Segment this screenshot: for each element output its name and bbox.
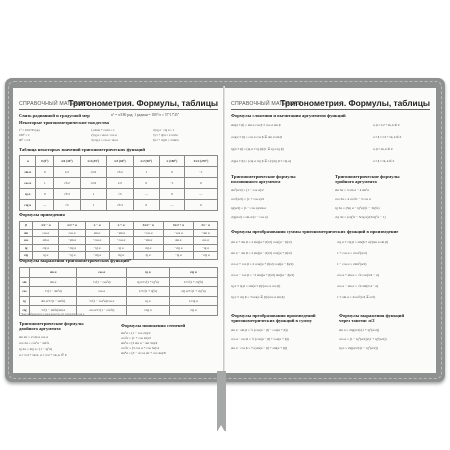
identity-line: 6) 1 + ctg²α = 1/sin²α bbox=[153, 138, 179, 142]
table-cell: √3/2 bbox=[54, 178, 81, 189]
addition-formula: sin(α ± β) = sin α cos β ± cos α sin β bbox=[231, 123, 281, 127]
table-cell: 1 bbox=[133, 167, 160, 178]
sum-formula: sin α − sin β = 2 sin((α − β)/2) cos((α + β)/2) bbox=[231, 251, 292, 255]
table-row-header: α bbox=[20, 156, 36, 167]
table-cell: 0 bbox=[184, 200, 217, 211]
right-header-title: Тригонометрия. Формулы, таблицы bbox=[280, 98, 430, 108]
triple-formula: ctg 3α = (ctg³α − 3ctg α)/(3ctg²α − 1) bbox=[335, 215, 386, 219]
table-row-header bbox=[20, 268, 30, 278]
addition-condition: α, β ≠ πk, k ∈ Z bbox=[373, 147, 393, 151]
table-row bbox=[20, 167, 218, 178]
table-column-header: π/4 (45°) bbox=[80, 156, 107, 167]
table-cell: — bbox=[160, 200, 185, 211]
table-column-header: 0 (0°) bbox=[36, 156, 54, 167]
table-cell: ±√(1 − cos²α)/cos α bbox=[77, 296, 127, 306]
right-header-reference: СПРАВОЧНЫЙ МАТЕРИАЛ bbox=[231, 101, 302, 107]
table-row-header: sin bbox=[20, 277, 30, 287]
double-formula: cos 2α = cos²α − sin²α bbox=[19, 341, 50, 345]
table-cell: — bbox=[36, 200, 54, 211]
addition-condition: α, β ≠ π/2 + πk, k ∈ Z bbox=[373, 123, 400, 127]
table-column-header: tg α bbox=[127, 268, 170, 278]
table-cell: ctg α bbox=[33, 244, 59, 252]
table-cell: −tg α bbox=[85, 244, 109, 252]
double-formula: sin 2α = 2 sin α cos α bbox=[19, 335, 48, 339]
addition-formula: cos(α ± β) = cos α cos β ∓ sin α sin β bbox=[231, 135, 283, 139]
express-table bbox=[19, 267, 218, 316]
product-formula: sin α · sin β = ½ (cos(α − β) − cos(α + β)) bbox=[231, 328, 288, 332]
table-cell: 0 bbox=[160, 167, 185, 178]
values-table bbox=[19, 155, 218, 211]
table-cell: −tg α bbox=[193, 244, 217, 252]
table-cell: cos α bbox=[193, 237, 217, 245]
sum-formula: 1 ± sin α = 2cos²(π/4 ∓ α/2) bbox=[337, 295, 376, 299]
table-row bbox=[20, 277, 218, 287]
table-row bbox=[20, 268, 218, 278]
triple-formula: sin 3α = 3 sin α − 4 sin³α bbox=[335, 188, 369, 192]
table-cell: √3/3 bbox=[54, 189, 81, 200]
table-cell: −ctg α bbox=[59, 244, 85, 252]
table-cell: −ctg α bbox=[163, 244, 193, 252]
table-cell: sin α bbox=[33, 237, 59, 245]
table-cell: −cos α bbox=[133, 229, 163, 237]
table-column-header: 3π/2 (270°) bbox=[184, 156, 217, 167]
left-header-reference: СПРАВОЧНЫЙ МАТЕРИАЛ bbox=[19, 101, 90, 107]
book-gutter bbox=[223, 86, 225, 375]
table-cell: ctg α bbox=[169, 306, 217, 316]
table-row bbox=[20, 200, 218, 211]
table-column-header: π/6 (30°) bbox=[54, 156, 81, 167]
left-header-title: Тригонометрия. Формулы, таблицы bbox=[68, 98, 218, 108]
identity-line: 180° = π bbox=[19, 133, 30, 137]
right-sec3-title: Тригонометрические формулы bbox=[335, 174, 400, 179]
table-row-header: cos bbox=[20, 237, 33, 245]
table-column-header: π/2 − α bbox=[33, 222, 59, 230]
triple-formula: cos 3α = 4 cos³α − 3 cos α bbox=[335, 197, 371, 201]
table-cell: 1 bbox=[80, 200, 107, 211]
table-cell: sin α bbox=[163, 237, 193, 245]
left-sec1-formula: n° = π/180 рад; 1 радиан = 180°/π ≈ 57°17'45" bbox=[111, 113, 180, 117]
right-sec5-title-2: тригонометрических функций в сумму bbox=[231, 318, 312, 323]
identity-line: 5) 1 + tg²α = 1/cos²α bbox=[153, 133, 178, 137]
table-cell: ±√(1 − cos²α) bbox=[77, 277, 127, 287]
identity-line: 1) sin²α + cos²α = 1 bbox=[91, 128, 115, 132]
table-cell: √3/3 bbox=[107, 200, 134, 211]
left-sec7-title: Формулы понижения степеней bbox=[121, 323, 186, 328]
table-column-header: sin α bbox=[29, 268, 77, 278]
table-cell: √2/2 bbox=[80, 167, 107, 178]
table-column-header: π/2 + α bbox=[59, 222, 85, 230]
table-cell: −1 bbox=[184, 167, 217, 178]
table-cell: −ctg α bbox=[193, 252, 217, 260]
table-row bbox=[20, 222, 218, 230]
sum-formula: 1 + cos α = 2cos²(α/2) bbox=[337, 251, 367, 255]
sum-formula: ctg α ± ctg β = sin(β ± α)/(sin α sin β) bbox=[337, 240, 389, 244]
table-column-header: π + α bbox=[109, 222, 133, 230]
table-row bbox=[20, 178, 218, 189]
table-cell: 0 bbox=[36, 189, 54, 200]
table-cell: −sin α bbox=[133, 237, 163, 245]
reduction-table bbox=[19, 221, 218, 260]
table-cell: −ctg α bbox=[85, 252, 109, 260]
right-sec6-title-2: через тангенс α/2 bbox=[339, 318, 375, 323]
table-cell: sin α bbox=[29, 277, 77, 287]
identity-line: 2) tg α = sin α / cos α bbox=[91, 133, 117, 137]
table-cell: 0 bbox=[184, 178, 217, 189]
table-column-header: 3π/2 + α bbox=[163, 222, 193, 230]
table-cell: −sin α bbox=[193, 229, 217, 237]
identity-line: 3) ctg α = cos α / sin α bbox=[91, 138, 118, 142]
sum-formula: tg α ± tg β = sin(α ± β)/(cos α cos β) bbox=[231, 284, 281, 288]
sum-formula: cos α − cos β = −2 sin((α + β)/2) sin((α − β)/2) bbox=[231, 273, 295, 277]
half-formula: sin²(α/2) = (1 − cos α)/2 bbox=[231, 188, 264, 192]
left-sec6-title: Тригонометрические формулы bbox=[19, 321, 84, 326]
table-cell: 1/ctg α bbox=[169, 296, 217, 306]
sum-formula: sin α + sin β = 2 sin((α + β)/2) cos((α − β)/2) bbox=[231, 240, 292, 244]
table-cell: tg α bbox=[33, 252, 59, 260]
table-cell: −sin α bbox=[109, 229, 133, 237]
table-row bbox=[20, 244, 218, 252]
table-row-header: ctg bbox=[20, 252, 33, 260]
table-cell: 0 bbox=[133, 200, 160, 211]
table-cell: 1/2 bbox=[107, 178, 134, 189]
table-cell: — bbox=[184, 189, 217, 200]
left-sec4-title: Формулы приведения bbox=[19, 212, 65, 217]
power-formula: sin⁴α = (3 − 4 cos 2α + cos 4α)/8 bbox=[121, 351, 166, 355]
triple-formula: tg 3α = (3tg α − tg³α)/(1 − 3tg²α) bbox=[335, 206, 380, 210]
table-cell: √3 bbox=[54, 200, 81, 211]
table-cell: — bbox=[133, 189, 160, 200]
table-cell: 0 bbox=[36, 167, 54, 178]
right-page bbox=[225, 88, 436, 373]
table-cell: ±√(1 − sin²α)/sin α bbox=[29, 306, 77, 316]
table-cell: 0 bbox=[133, 178, 160, 189]
table-cell: −sin α bbox=[59, 237, 85, 245]
left-sec1-title: Связь радианной и градусной мер bbox=[19, 113, 90, 118]
addition-condition: α ± β ≠ π/2 + πk, k ∈ Z bbox=[373, 135, 402, 139]
table-column-header: π − α bbox=[85, 222, 109, 230]
tan-half-formula: sin α = 2tg(α/2)/(1 + tg²(α/2)) bbox=[339, 328, 380, 332]
right-sec2-title-2: половинного аргумента bbox=[231, 179, 281, 184]
table-row-header: cos bbox=[20, 287, 30, 297]
table-row-header: cos α bbox=[20, 178, 36, 189]
table-cell: −cos α bbox=[85, 237, 109, 245]
power-formula: cos³α = (3 cos α + cos 3α)/4 bbox=[121, 346, 159, 350]
table-cell: cos α/±√(1 − cos²α) bbox=[77, 306, 127, 316]
table-row-header: ctg bbox=[20, 306, 30, 316]
table-column-header: cos α bbox=[77, 268, 127, 278]
right-sec2-title: Тригонометрические формулы bbox=[231, 174, 296, 179]
double-formula: α ≠ π/4 + πk/2, α ≠ π/2 + πk, k ∈ Z bbox=[19, 353, 67, 357]
table-cell: cos α bbox=[33, 229, 59, 237]
addition-formula: ctg(α ± β) = (ctg α ctg β ∓ 1)/(ctg β ± ctg α) bbox=[231, 159, 292, 163]
sum-formula: cos α − sin α = √2 sin(π/4 − α) bbox=[337, 284, 379, 288]
table-column-header: π/2 (90°) bbox=[133, 156, 160, 167]
product-formula: sin α · cos β = ½ (sin(α − β) + sin(α + β)) bbox=[231, 346, 288, 350]
table-row-header: tg bbox=[20, 244, 33, 252]
half-formula: cos²(α/2) = (1 + cos α)/2 bbox=[231, 197, 265, 201]
table-cell: 1/±√(1 + tg²α) bbox=[127, 287, 170, 297]
left-page-header bbox=[19, 95, 218, 110]
addition-formula: tg(α ± β) = (tg α ± tg β)/(1 ∓ tg α tg β) bbox=[231, 147, 284, 151]
left-page bbox=[13, 88, 224, 373]
table-cell: tg α bbox=[133, 252, 163, 260]
table-cell: 1 bbox=[80, 189, 107, 200]
sum-formula: 1 − cos α = 2sin²(α/2) bbox=[337, 262, 367, 266]
table-cell: −tg α bbox=[59, 252, 85, 260]
table-cell: 0 bbox=[160, 189, 185, 200]
table-cell: 1/tg α bbox=[127, 306, 170, 316]
table-cell: cos α bbox=[77, 287, 127, 297]
table-cell: sin α/±√(1 − sin²α) bbox=[29, 296, 77, 306]
sum-formula: cos α + sin α = √2 cos(π/4 − α) bbox=[337, 273, 379, 277]
table-row bbox=[20, 229, 218, 237]
table-cell: −tg α bbox=[163, 252, 193, 260]
table-cell: −1 bbox=[160, 178, 185, 189]
table-row-header: ctg α bbox=[20, 200, 36, 211]
half-formula: ctg(α/2) = sin α/(1 − cos α) bbox=[231, 215, 268, 219]
footnote: * Знак выбирается в зависимости от четверти угла α bbox=[19, 313, 85, 316]
table-cell: √2/2 bbox=[80, 178, 107, 189]
table-row-header: sin bbox=[20, 229, 33, 237]
identity-line: 90° = π/2 bbox=[19, 138, 31, 142]
table-row-header: tg α bbox=[20, 189, 36, 200]
table-row bbox=[20, 296, 218, 306]
right-sec6-title: Формулы выражения функций bbox=[339, 313, 405, 318]
half-formula: tg(α/2) = (1 − cos α)/sin α bbox=[231, 206, 267, 210]
table-cell: tg α bbox=[127, 296, 170, 306]
right-sec1-title: Формулы сложения и вычитания аргументов функций bbox=[231, 113, 346, 118]
table-cell: √3 bbox=[107, 189, 134, 200]
power-formula: sin³α = (3 sin α − sin 3α)/4 bbox=[121, 341, 158, 345]
table-column-header: π/3 (60°) bbox=[107, 156, 134, 167]
right-sec5-title: Формулы преобразования произведений bbox=[231, 313, 316, 318]
table-cell: 1/2 bbox=[54, 167, 81, 178]
right-page-header bbox=[231, 95, 430, 110]
table-cell: cos α bbox=[59, 229, 85, 237]
table-row bbox=[20, 287, 218, 297]
table-column-header: 3π/2 − α bbox=[133, 222, 163, 230]
table-cell: 1/±√(1 + ctg²α) bbox=[169, 277, 217, 287]
power-formula: sin²α = (1 − cos 2α)/2 bbox=[121, 331, 151, 335]
right-sec3-title-2: тройного аргумента bbox=[335, 179, 377, 184]
left-sec5-title: Формулы выражения тригонометрических функций* bbox=[19, 258, 132, 263]
power-formula: cos²α = (1 + cos 2α)/2 bbox=[121, 336, 151, 340]
table-cell: ctg α bbox=[133, 244, 163, 252]
left-sec6-title-2: двойного аргумента bbox=[19, 326, 61, 331]
table-cell: tg α bbox=[109, 244, 133, 252]
identity-line: 1° ≈ 0,01745 рад bbox=[19, 128, 40, 132]
table-cell: √3/2 bbox=[107, 167, 134, 178]
table-cell: −cos α bbox=[163, 229, 193, 237]
addition-condition: α ± β ≠ πk, k ∈ Z bbox=[373, 159, 395, 163]
product-formula: cos α · cos β = ½ (cos(α − β) + cos(α + β)) bbox=[231, 337, 289, 341]
tan-half-formula: tg α = 2tg(α/2)/(1 − tg²(α/2)) bbox=[339, 346, 378, 350]
bookmark-ribbon bbox=[217, 371, 226, 431]
table-cell: ctg α bbox=[109, 252, 133, 260]
table-row-header: sin α bbox=[20, 167, 36, 178]
table-column-header: 2π − α bbox=[193, 222, 217, 230]
table-cell: −cos α bbox=[109, 237, 133, 245]
table-column-header: ctg α bbox=[169, 268, 217, 278]
table-row bbox=[20, 189, 218, 200]
double-formula: tg 2α = 2tg α / (1 − tg²α) bbox=[19, 347, 53, 351]
table-cell: sin α bbox=[85, 229, 109, 237]
sum-formula: cos α + cos β = 2 cos((α + β)/2) cos((α − β)/2) bbox=[231, 262, 294, 266]
table-row-header: tg bbox=[20, 296, 30, 306]
tan-half-formula: cos α = (1 − tg²(α/2))/(1 + tg²(α/2)) bbox=[339, 337, 387, 341]
table-column-header: π (180°) bbox=[160, 156, 185, 167]
table-row bbox=[20, 156, 218, 167]
table-row bbox=[20, 237, 218, 245]
table-cell: ±√(1 − sin²α) bbox=[29, 287, 77, 297]
right-sec4-title: Формулы преобразования суммы тригонометрических функций в произведение bbox=[231, 229, 399, 234]
table-cell: 1 bbox=[36, 178, 54, 189]
table-row-header: β bbox=[20, 222, 33, 230]
identity-line: 4) tg α · ctg α = 1 bbox=[153, 128, 175, 132]
sum-formula: tg α ± ctg β = ±cos(α ∓ β)/(cos α sin β) bbox=[231, 295, 285, 299]
table-cell: tg α/±√(1 + tg²α) bbox=[127, 277, 170, 287]
table-cell: ctg α/±√(1 + ctg²α) bbox=[169, 287, 217, 297]
left-sec3-title: Таблица некоторых значений тригонометрических функций bbox=[19, 147, 146, 152]
left-sec2-title: Некоторые тригонометрические тождества bbox=[19, 120, 109, 125]
